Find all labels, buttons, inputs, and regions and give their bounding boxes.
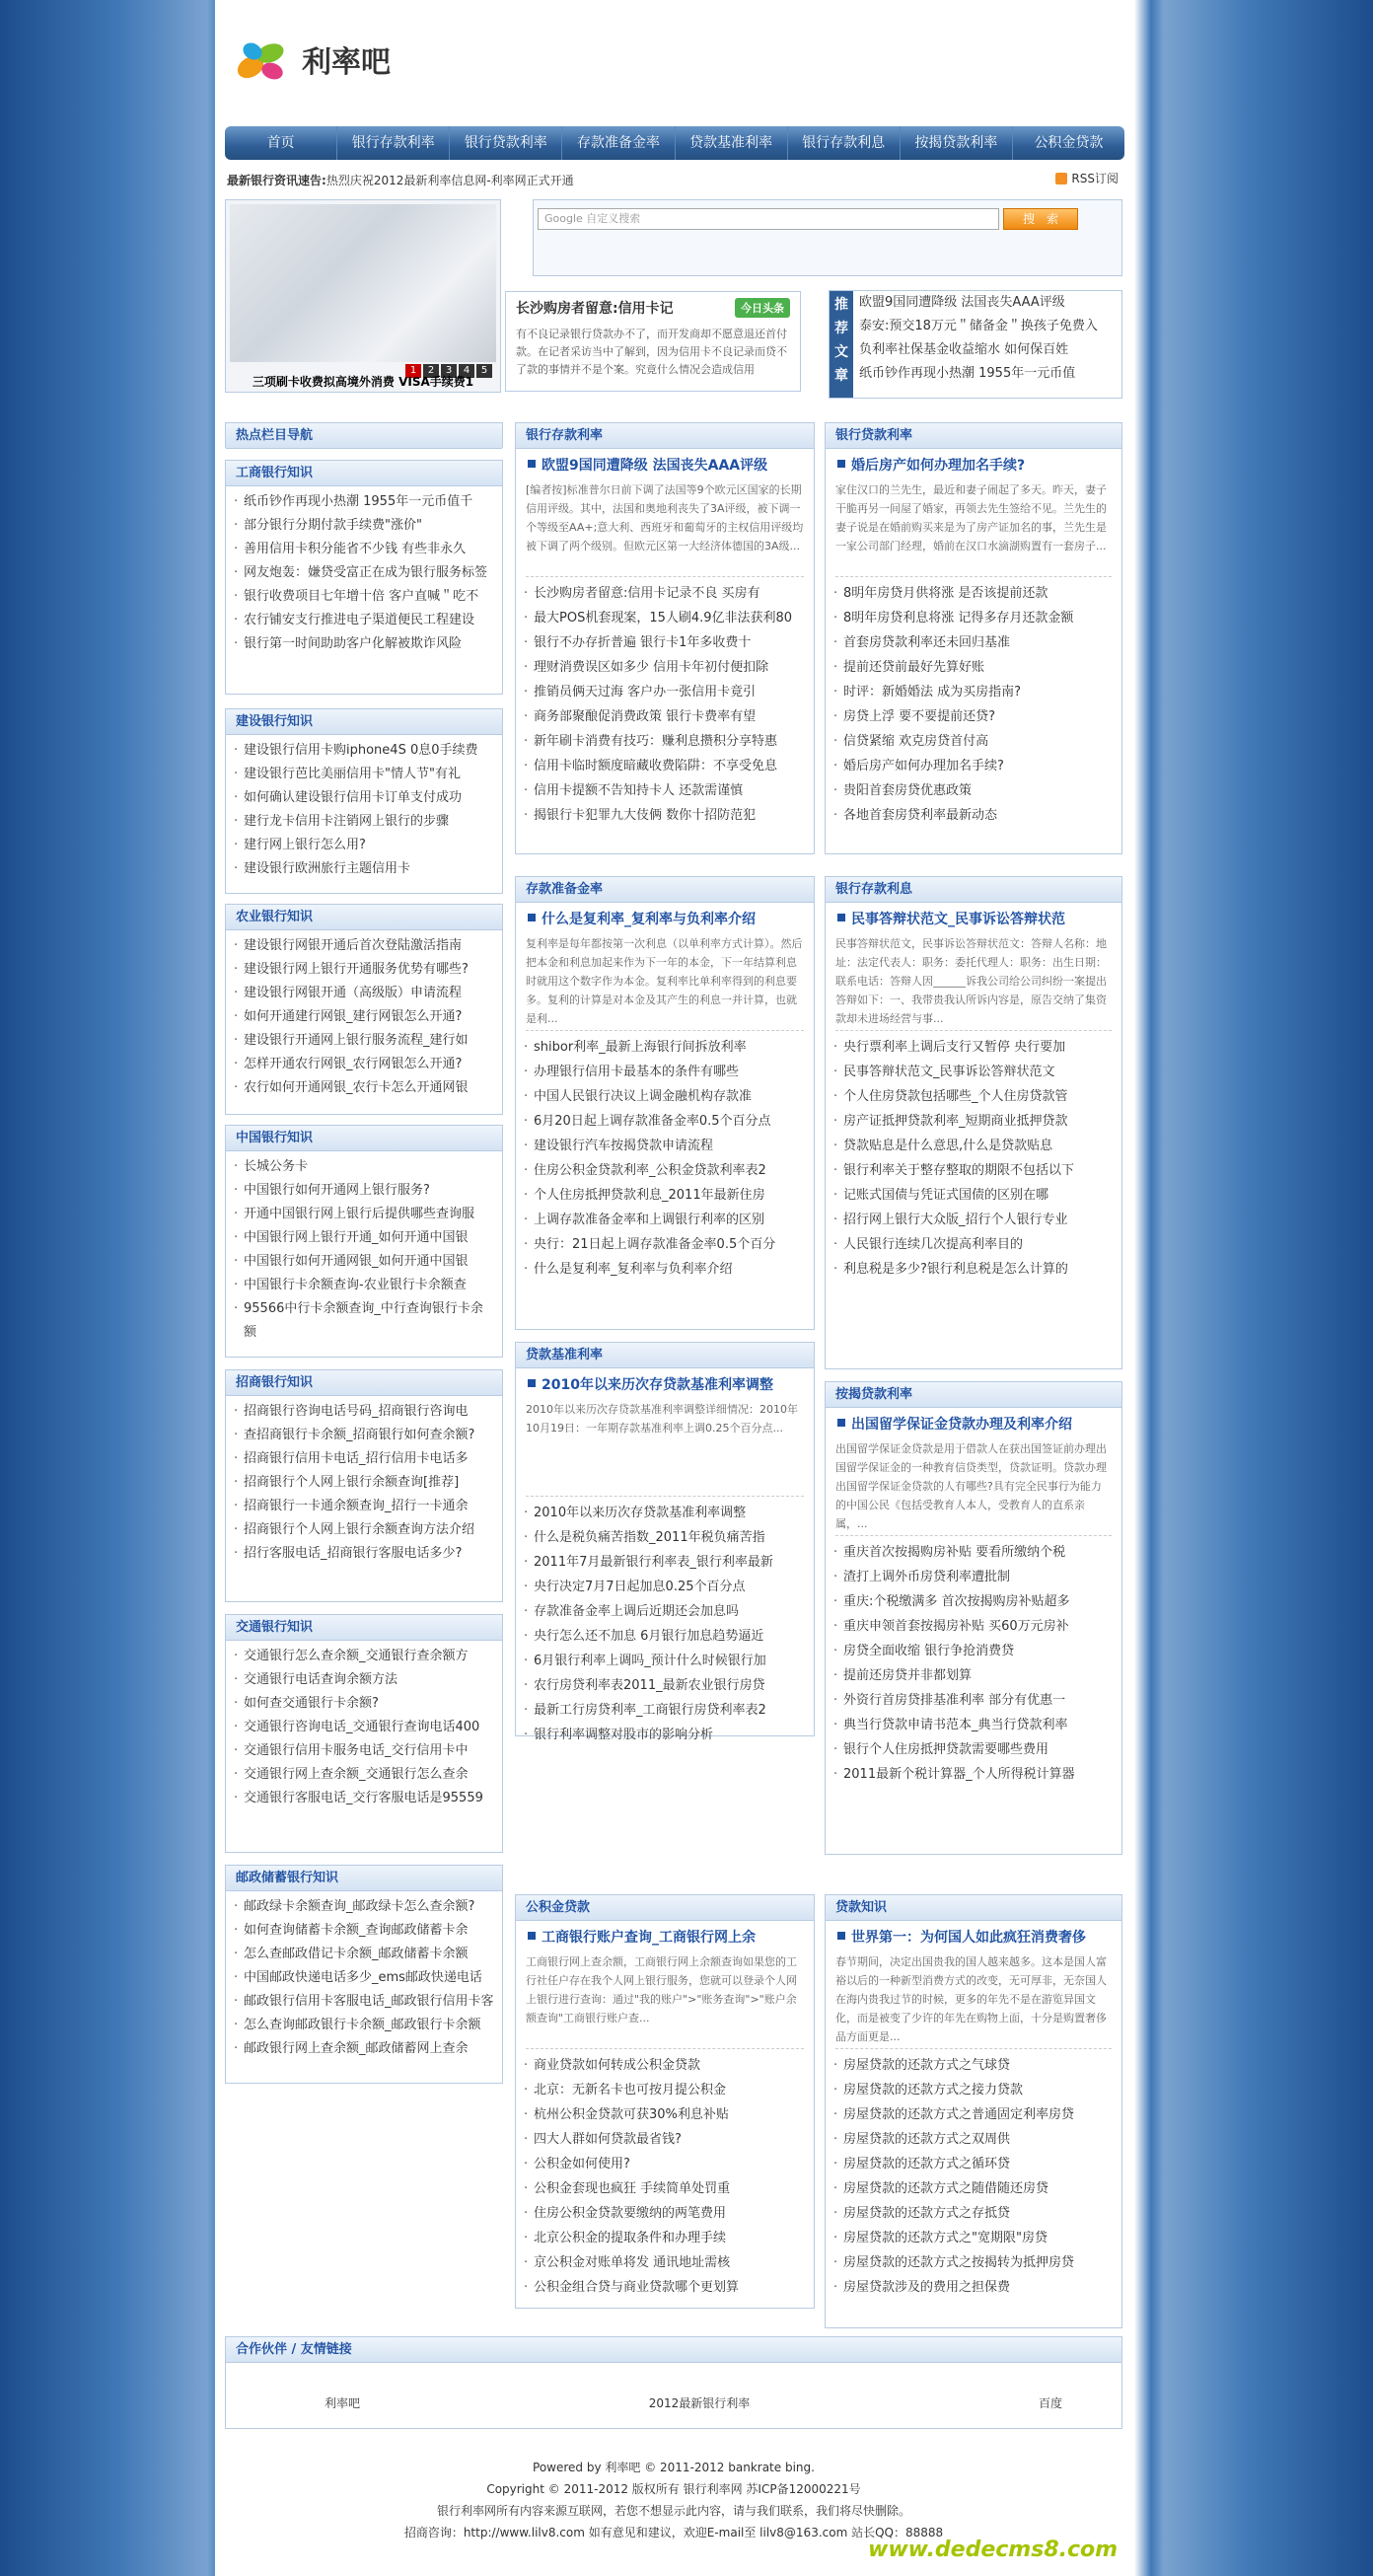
box-title[interactable]: 银行贷款利率: [826, 423, 1121, 449]
search-input[interactable]: Google 自定义搜索: [538, 208, 999, 230]
recommended-item[interactable]: 泰安:预交18万元＂储备金＂换孩子免费入: [859, 319, 1098, 333]
box-summary: 民事答辩状范文，民事诉讼答辩状范文：答辩人名称：地址：法定代表人：职务：委托代理人：职务：出生日期：联系电话：答辩人因______诉我公司给公司纠纷一案提出答辩如下：一、我带贵我认所诉内容是，原告交纳了集资款却未进场经营与事...: [835, 934, 1112, 1031]
box-title[interactable]: 银行存款利息: [826, 877, 1121, 903]
box-link[interactable]: · 各地首套房贷利率最新动态: [833, 803, 1114, 828]
box-link[interactable]: · 个人住房贷款包括哪些_个人住房贷款管: [833, 1084, 1114, 1109]
sidebar-section-title[interactable]: 建设银行知识: [226, 709, 502, 735]
box-link[interactable]: · 四大人群如何贷款最省钱?: [524, 2127, 806, 2152]
sidebar-link[interactable]: · 中国银行网上银行开通_如何开通中国银: [234, 1226, 494, 1250]
box-link[interactable]: · 银行利率调整对股市的影响分析: [524, 1723, 806, 1747]
box-link[interactable]: · 房屋贷款的还款方式之接力贷款: [833, 2078, 1114, 2102]
sidebar-link[interactable]: · 银行收费项目七年增十倍 客户直喊＂吃不: [234, 585, 494, 609]
box-link[interactable]: · 外资行首房贷排基准利率 部分有优惠一: [833, 1688, 1114, 1713]
box-link[interactable]: · 公积金如何使用?: [524, 2152, 806, 2176]
box-link[interactable]: · 典当行贷款申请书范本_典当行贷款利率: [833, 1713, 1114, 1737]
sidebar-section: [225, 904, 503, 1115]
rss-label: RSS订阅: [1071, 172, 1119, 185]
sidebar-link[interactable]: · 如何开通建行网银_建行网银怎么开通?: [234, 1005, 494, 1029]
footer-line: 银行利率网所有内容来源互联网，若您不想显示此内容，请与我们联系，我们将尽快删除。: [436, 2504, 910, 2518]
box-headline[interactable]: 婚后房产如何办理加名手续?: [835, 455, 1112, 475]
box-summary: [编者按]标准普尔日前下调了法国等9个欧元区国家的长期信用评级。其中，法国和奥地利丧失了3A评级，被下调一个等级至AA+;意大利、西班牙和葡萄牙的主权信用评级均被下调了两个级别。但欧元区第一大经济体德国的3A级...: [526, 480, 804, 577]
slide-page-4[interactable]: 4: [459, 364, 474, 378]
box-headline[interactable]: 2010年以来历次存贷款基准利率调整: [526, 1374, 804, 1394]
box-summary: 春节期间，决定出国贵我的国人越来越多。这本是国人富裕以后的一种新型消费方式的改变，无可厚非，无奈国人在海内贵我过节的时候，更多的年先不是在游览异国文化，而是被变了少许的年先在购物上面，十分是购置奢侈品方面更是...: [835, 1952, 1112, 2049]
box-title[interactable]: 公积金贷款: [516, 1895, 814, 1921]
sidebar-section-title[interactable]: 工商银行知识: [226, 461, 502, 486]
page: [215, 0, 1132, 2576]
sidebar-section: [225, 1125, 503, 1358]
box-link[interactable]: · 重庆申领首套按揭房补贴 买60万元房补: [833, 1614, 1114, 1639]
sidebar-link[interactable]: · 交通银行电话查询余额方法: [234, 1668, 494, 1692]
site-logo[interactable]: [227, 30, 391, 89]
box-link[interactable]: · 房产证抵押贷款利率_短期商业抵押贷款: [833, 1109, 1114, 1134]
box-link[interactable]: · 6月银行利率上调吗_预计什么时候银行加: [524, 1649, 806, 1673]
sidebar-link[interactable]: · 建设银行信用卡购iphone4S 0息0手续费: [234, 739, 494, 763]
sidebar-link[interactable]: · 网友炮轰：嫌贷受富正在成为银行服务标签: [234, 561, 494, 585]
sidebar-section-title[interactable]: 招商银行知识: [226, 1370, 502, 1396]
sidebar-section: [225, 460, 503, 695]
box-link[interactable]: · 房屋贷款涉及的费用之担保费: [833, 2275, 1114, 2300]
box-link[interactable]: · 利息税是多少?银行利息税是怎么计算的: [833, 1257, 1114, 1282]
nav-deposit-interest[interactable]: 银行存款利息: [788, 126, 901, 160]
sidebar-link[interactable]: · 交通银行怎么查余额_交通银行查余额方: [234, 1645, 494, 1668]
news-ticker-label: 最新银行资讯速告:: [227, 174, 326, 187]
headline-text: 有不良记录银行贷款办不了，而开发商却不愿意退还首付款。在记者采访当中了解到，因为信用卡不良记录而贷不了款的事情并不是个案。究竟什么情况会造成信用: [516, 328, 787, 376]
sidebar-link[interactable]: · 邮政银行网上查余额_邮政储蓄网上查余: [234, 2037, 494, 2061]
box-title[interactable]: 贷款知识: [826, 1895, 1121, 1921]
search-box: [533, 199, 1122, 276]
slideshow-image[interactable]: [230, 204, 496, 362]
footer-line: Powered by 利率吧 © 2011-2012 bankrate bing.: [533, 2461, 815, 2474]
box-headline[interactable]: 什么是复利率_复利率与负利率介绍: [526, 909, 804, 928]
sidebar-section: [225, 1369, 503, 1602]
slide-page-1[interactable]: 1: [405, 364, 421, 378]
box-provident-fund: [515, 1894, 815, 2309]
sidebar-link[interactable]: · 纸币钞作再现小热潮 1955年一元币值千: [234, 490, 494, 514]
sidebar-link[interactable]: · 部分银行分期付款手续费"涨价": [234, 514, 494, 538]
box-title[interactable]: 存款准备金率: [516, 877, 814, 903]
sidebar-header: [225, 422, 503, 448]
sidebar-link[interactable]: · 建设银行网银开通后首次登陆激活指南: [234, 934, 494, 958]
box-headline[interactable]: 民事答辩状范文_民事诉讼答辩状范: [835, 909, 1112, 928]
box-title[interactable]: 按揭贷款利率: [826, 1382, 1121, 1408]
sidebar-link[interactable]: · 建设银行芭比美丽信用卡"情人节"有礼: [234, 763, 494, 786]
box-link[interactable]: · 什么是复利率_复利率与负利率介绍: [524, 1257, 806, 1282]
box-link[interactable]: · 商业贷款如何转成公积金贷款: [524, 2053, 806, 2078]
box-link[interactable]: · 中国人民银行决议上调金融机构存款准: [524, 1084, 806, 1109]
slideshow[interactable]: [225, 199, 501, 393]
sidebar-link[interactable]: · 怎么查询邮政银行卡余额_邮政银行卡余额: [234, 2014, 494, 2037]
box-link[interactable]: · 首套房贷款利率还未回归基准: [833, 630, 1114, 655]
box-deposit-interest: [825, 876, 1122, 1369]
rss-icon: [1055, 173, 1067, 184]
box-link[interactable]: · 房屋贷款的还款方式之循环贷: [833, 2152, 1114, 2176]
sidebar-link[interactable]: · 善用信用卡积分能省不少钱 有些非永久: [234, 538, 494, 561]
partners-box: [225, 2336, 1122, 2429]
sidebar-section: [225, 1614, 503, 1853]
box-link[interactable]: · 重庆首次按揭购房补贴 要看所缴纳个税: [833, 1540, 1114, 1565]
sidebar-link[interactable]: · 如何查询储蓄卡余额_查询邮政储蓄卡余: [234, 1919, 494, 1943]
sidebar-title: 热点栏目导航: [226, 423, 502, 449]
sidebar-section-title[interactable]: 中国银行知识: [226, 1126, 502, 1151]
box-link[interactable]: · 记账式国债与凭证式国债的区别在哪: [833, 1183, 1114, 1208]
box-base-rate: [515, 1342, 815, 1742]
sidebar-link[interactable]: · 交通银行客服电话_交行客服电话是95559: [234, 1787, 494, 1810]
box-link[interactable]: · 住房公积金贷款利率_公积金贷款利率表2: [524, 1158, 806, 1183]
box-link[interactable]: · 8明年房贷利息将涨 记得多存月还款金额: [833, 606, 1114, 630]
box-summary: 工商银行网上查余额，工商银行网上余额查询如果您的工行社任户存在我个人网上银行服务，您就可以登录个人网上银行进行查询：通过"我的账户">"账务查询">"账户余额查询"工商银行账户查...: [526, 1952, 804, 2049]
box-link[interactable]: · 2010年以来历次存贷款基准利率调整: [524, 1501, 806, 1525]
box-link[interactable]: · 贵阳首套房贷优惠政策: [833, 778, 1114, 803]
box-link[interactable]: · 商务部聚酿促消费政策 银行卡费率有望: [524, 704, 806, 729]
recommended-articles: [829, 290, 1122, 399]
box-link[interactable]: · 央行：21日起上调存款准备金率0.5个百分: [524, 1232, 806, 1257]
sidebar-section-title[interactable]: 交通银行知识: [226, 1615, 502, 1641]
box-link[interactable]: · 农行房贷利率表2011_最新农业银行房贷: [524, 1673, 806, 1698]
box-link[interactable]: · 存款准备金率上调后近期还会加息吗: [524, 1599, 806, 1624]
box-summary: 2010年以来历次存贷款基准利率调整详细情况：2010年10月19日：一年期存款基准利率上调0.25个百分点...: [526, 1400, 804, 1497]
recommended-tag-char: 荐: [834, 321, 848, 336]
box-mortgage-rate: [825, 1381, 1122, 1855]
logo-icon: [227, 30, 298, 89]
box-link[interactable]: · 最新工行房贷利率_工商银行房贷利率表2: [524, 1698, 806, 1723]
sidebar-link[interactable]: · 交通银行信用卡服务电话_交行信用卡中: [234, 1739, 494, 1763]
sidebar-link[interactable]: · 建设银行网上银行开通服务优势有哪些?: [234, 958, 494, 982]
box-link[interactable]: · 房贷全面收缩 银行争抢消费贷: [833, 1639, 1114, 1663]
box-link[interactable]: · 房屋贷款的还款方式之存抵贷: [833, 2201, 1114, 2226]
box-link[interactable]: · 央行怎么还不加息 6月银行加息趋势逼近: [524, 1624, 806, 1649]
box-link[interactable]: · 2011最新个税计算器_个人所得税计算器: [833, 1762, 1114, 1787]
sidebar-section-title[interactable]: 邮政储蓄银行知识: [226, 1866, 502, 1891]
box-link[interactable]: · 住房公积金贷款要缴纳的两笔费用: [524, 2201, 806, 2226]
box-link[interactable]: · 婚后房产如何办理加名手续?: [833, 754, 1114, 778]
rss-link[interactable]: [1055, 170, 1119, 186]
box-link[interactable]: · 上调存款准备金率和上调银行利率的区别: [524, 1208, 806, 1232]
box-link[interactable]: · shibor利率_最新上海银行间拆放利率: [524, 1035, 806, 1060]
sidebar-link[interactable]: · 中国邮政快递电话多少_ems邮政快递电话: [234, 1966, 494, 1990]
recommended-tag-char: 文: [834, 344, 848, 360]
recommended-tag: [830, 291, 853, 398]
sidebar-link[interactable]: · 招商银行一卡通余额查询_招行一卡通余: [234, 1495, 494, 1518]
partner-link[interactable]: 百度: [1038, 2396, 1062, 2410]
sidebar-link[interactable]: · 招行客服电话_招商银行客服电话多少?: [234, 1542, 494, 1566]
box-link[interactable]: · 北京：无新名卡也可按月提公积金: [524, 2078, 806, 2102]
box-link[interactable]: · 银行不办存折普遍 银行卡1年多收费十: [524, 630, 806, 655]
recommended-tag-char: 章: [834, 368, 848, 384]
box-link[interactable]: · 揭银行卡犯罪九大伎俩 数你十招防范犯: [524, 803, 806, 828]
box-link[interactable]: · 长沙购房者留意:信用卡记录不良 买房有: [524, 581, 806, 606]
box-link[interactable]: · 京公积金对账单将发 通讯地址需核: [524, 2250, 806, 2275]
sidebar-section: [225, 1865, 503, 2084]
partner-link[interactable]: 利率吧: [325, 2396, 361, 2410]
box-link[interactable]: · 推销员俩天过海 客户办一张信用卡竟引: [524, 680, 806, 704]
headline-title[interactable]: 长沙购房者留意:信用卡记: [516, 301, 674, 317]
box-link[interactable]: · 最大POS机套现案，15人刷4.9亿非法获利80: [524, 606, 806, 630]
box-link[interactable]: · 央行票利率上调后支行又暂停 央行要加: [833, 1035, 1114, 1060]
box-link[interactable]: · 房屋贷款的还款方式之随借随还房贷: [833, 2176, 1114, 2201]
news-ticker-link[interactable]: 热烈庆祝2012最新利率信息网-利率网正式开通: [325, 174, 574, 187]
slide-page-3[interactable]: 3: [441, 364, 457, 378]
box-link[interactable]: · 房贷上浮 要不要提前还贷?: [833, 704, 1114, 729]
nav-home[interactable]: 首页: [225, 126, 337, 160]
recommended-item[interactable]: 负利率社保基金收益缩水 如何保百姓: [859, 342, 1069, 357]
box-link[interactable]: · 房屋贷款的还款方式之双周供: [833, 2127, 1114, 2152]
recommended-item[interactable]: 纸币钞作再现小热潮 1955年一元币值: [859, 366, 1076, 381]
box-loan-knowledge: [825, 1894, 1122, 2328]
box-link[interactable]: · 信用卡提额不告知持卡人 还款需谨慎: [524, 778, 806, 803]
sidebar-section: [225, 708, 503, 894]
slide-page-5[interactable]: 5: [476, 364, 492, 378]
box-link[interactable]: · 央行决定7月7日起加息0.25个百分点: [524, 1575, 806, 1599]
box-link[interactable]: · 公积金套现也疯狂 手续简单处罚重: [524, 2176, 806, 2201]
partner-link[interactable]: 2012最新银行利率: [648, 2396, 751, 2410]
box-loan-rate: [825, 422, 1122, 854]
box-link[interactable]: · 贷款贴息是什么意思,什么是贷款贴息: [833, 1134, 1114, 1158]
headline-box: [505, 291, 801, 392]
partners-title: 合作伙伴 / 友情链接: [226, 2337, 1121, 2363]
box-link[interactable]: · 房屋贷款的还款方式之普通固定利率房贷: [833, 2102, 1114, 2127]
box-title[interactable]: 贷款基准利率: [516, 1343, 814, 1368]
box-link[interactable]: · 8明年房贷月供将涨 是否该提前还款: [833, 581, 1114, 606]
box-link[interactable]: · 公积金组合贷与商业贷款哪个更划算: [524, 2275, 806, 2300]
sidebar-link[interactable]: · 如何查交通银行卡余额?: [234, 1692, 494, 1716]
box-link[interactable]: · 办理银行信用卡最基本的条件有哪些: [524, 1060, 806, 1084]
sidebar-link[interactable]: · 农行铺安支行推进电子渠道便民工程建设: [234, 609, 494, 632]
box-link[interactable]: · 重庆:个税缴满多 首次按揭购房补贴超多: [833, 1589, 1114, 1614]
main-nav: [225, 126, 1124, 160]
sidebar-link[interactable]: · 中国银行如何开通网上银行服务?: [234, 1179, 494, 1203]
box-link[interactable]: · 提前还贷前最好先算好账: [833, 655, 1114, 680]
nav-loan-rate[interactable]: 银行贷款利率: [450, 126, 562, 160]
sidebar-link[interactable]: · 建行网上银行怎么用?: [234, 834, 494, 857]
sidebar-link[interactable]: · 建行龙卡信用卡注销网上银行的步骤: [234, 810, 494, 834]
sidebar-link[interactable]: · 银行第一时间助助客户化解被欺诈风险: [234, 632, 494, 656]
box-title[interactable]: 银行存款利率: [516, 423, 814, 449]
sidebar-link[interactable]: · 招商银行个人网上银行余额查询方法介绍: [234, 1518, 494, 1542]
sidebar-link[interactable]: · 招商银行个人网上银行余额查询[推荐]: [234, 1471, 494, 1495]
box-link[interactable]: · 理财消费误区如多少 信用卡年初付便扣除: [524, 655, 806, 680]
box-headline[interactable]: 欧盟9国同遭降级 法国丧失AAA评级: [526, 455, 804, 475]
nav-base-rate[interactable]: 贷款基准利率: [676, 126, 788, 160]
box-deposit-rate: [515, 422, 815, 854]
footer-line: 招商咨询：http://www.lilv8.com 如有意见和建议，欢迎E-mail至 lilv8@163.com 站长QQ：88888: [403, 2526, 944, 2539]
sidebar-link[interactable]: · 中国银行如何开通网银_如何开通中国银: [234, 1250, 494, 1274]
sidebar-link[interactable]: · 中国银行卡余额查询-农业银行卡余额查: [234, 1274, 494, 1297]
recommended-tag-char: 推: [834, 297, 848, 313]
sidebar-link[interactable]: · 建设银行开通网上银行服务流程_建行如: [234, 1029, 494, 1053]
box-headline[interactable]: 世界第一：为何国人如此疯狂消费奢侈: [835, 1927, 1112, 1947]
sidebar-section-title[interactable]: 农业银行知识: [226, 905, 502, 930]
nav-deposit-rate[interactable]: 银行存款利率: [337, 126, 450, 160]
sidebar-link[interactable]: · 邮政银行信用卡客服电话_邮政银行信用卡客: [234, 1990, 494, 2014]
sidebar-link[interactable]: · 招商银行信用卡电话_招行信用卡电话多: [234, 1447, 494, 1471]
box-link[interactable]: · 房屋贷款的还款方式之按揭转为抵押房贷: [833, 2250, 1114, 2275]
watermark: www.dedecms8.com: [868, 2538, 1119, 2562]
box-link[interactable]: · 建设银行汽车按揭贷款申请流程: [524, 1134, 806, 1158]
slide-page-2[interactable]: 2: [423, 364, 439, 378]
box-link[interactable]: · 银行利率关于整存整取的期限不包括以下: [833, 1158, 1114, 1183]
sidebar-link[interactable]: · 交通银行咨询电话_交通银行查询电话400: [234, 1716, 494, 1739]
box-link[interactable]: · 招行网上银行大众版_招行个人银行专业: [833, 1208, 1114, 1232]
search-button[interactable]: 搜 索: [1003, 208, 1078, 230]
sidebar-link[interactable]: · 交通银行网上查余额_交通银行怎么查余: [234, 1763, 494, 1787]
box-reserve-ratio: [515, 876, 815, 1330]
box-link[interactable]: · 提前还房贷并非都划算: [833, 1663, 1114, 1688]
sidebar-link[interactable]: · 招商银行咨询电话号码_招商银行咨询电: [234, 1400, 494, 1424]
recommended-item[interactable]: 欧盟9国同遭降级 法国丧失AAA评级: [859, 295, 1065, 310]
box-link[interactable]: · 什么是税负痛苦指数_2011年税负痛苦指: [524, 1525, 806, 1550]
box-link[interactable]: · 银行个人住房抵押贷款需要哪些费用: [833, 1737, 1114, 1762]
sidebar-link[interactable]: · 怎么查邮政借记卡余额_邮政储蓄卡余额: [234, 1943, 494, 1966]
sidebar-link[interactable]: · 95566中行卡余额查询_中行查询银行卡余额: [234, 1297, 494, 1345]
box-summary: 复利率是每年都按第一次利息（以单利率方式计算）。然后把本金和利息加起来作为下一年的本金，下一年结算利息时就用这个数字作为本金。复利率比单利率得到的利息要多。复利的计算是对本金及其产生的利息一并计算，也就是利...: [526, 934, 804, 1031]
slideshow-caption[interactable]: 三项刷卡收费拟高境外消费 VISA手续费1: [252, 375, 474, 389]
footer: [215, 2457, 1132, 2543]
sidebar-link[interactable]: · 如何确认建设银行信用卡订单支付成功: [234, 786, 494, 810]
box-summary: 出国留学保证金贷款是用于借款人在获出国签证前办理出国留学保证金的一种教育信贷类型，贷款证明。贷款办理出国留学保证金贷款的人有哪些?具有完全民事行为能力的中国公民《包括受教育人本人，受教育人的直系亲属，...: [835, 1439, 1112, 1536]
sidebar-link[interactable]: · 农行如何开通网银_农行卡怎么开通网银: [234, 1076, 494, 1100]
box-link[interactable]: · 信用卡临时额度暗藏收费陷阱：不享受免息: [524, 754, 806, 778]
nav-provident-fund[interactable]: 公积金贷款: [1034, 135, 1104, 151]
box-link[interactable]: · 个人住房抵押贷款利息_2011年最新住房: [524, 1183, 806, 1208]
footer-line: Copyright © 2011-2012 版权所有 银行利率网 苏ICP备12000221号: [486, 2482, 861, 2496]
box-link[interactable]: · 北京公积金的提取条件和办理手续: [524, 2226, 806, 2250]
sidebar-link[interactable]: · 开通中国银行网上银行后提供哪些查询服: [234, 1203, 494, 1226]
box-link[interactable]: · 时评：新婚婚法 成为买房指南?: [833, 680, 1114, 704]
sidebar-link[interactable]: · 查招商银行卡余额_招商银行如何查余额?: [234, 1424, 494, 1447]
nav-reserve-ratio[interactable]: 存款准备金率: [562, 126, 675, 160]
box-link[interactable]: · 6月20日起上调存款准备金率0.5个百分点: [524, 1109, 806, 1134]
box-link[interactable]: · 房屋贷款的还款方式之"宽期限"房贷: [833, 2226, 1114, 2250]
sidebar-link[interactable]: · 怎样开通农行网银_农行网银怎么开通?: [234, 1053, 494, 1076]
box-summary: 家住汉口的兰先生，最近和妻子闹起了多天。昨天，妻子干脆再另一间屋了婚家，再领去先生签给不见。兰先生的妻子说是在婚前购买来是为了房产证加名的事，兰先生是一家公司部门经理，婚前在汉口水滴湖购置有一套房子...: [835, 480, 1112, 577]
box-link[interactable]: · 新年刷卡消费有技巧：赚利息攒积分享特惠: [524, 729, 806, 754]
sidebar-link[interactable]: · 邮政绿卡余额查询_邮政绿卡怎么查余额?: [234, 1895, 494, 1919]
box-link[interactable]: · 民事答辩状范文_民事诉讼答辩状范文: [833, 1060, 1114, 1084]
box-link[interactable]: · 渣打上调外币房贷利率遭批制: [833, 1565, 1114, 1589]
news-ticker: [227, 172, 1122, 188]
box-link[interactable]: · 信贷紧缩 欢克房贷首付高: [833, 729, 1114, 754]
box-link[interactable]: · 人民银行连续几次提高利率目的: [833, 1232, 1114, 1257]
box-headline[interactable]: 出国留学保证金贷款办理及利率介绍: [835, 1414, 1112, 1434]
box-link[interactable]: · 杭州公积金贷款可获30%利息补贴: [524, 2102, 806, 2127]
site-name: 利率吧: [302, 45, 391, 80]
sidebar-link[interactable]: · 建设银行网银开通（高级版）申请流程: [234, 982, 494, 1005]
headline-badge: 今日头条: [735, 298, 790, 318]
nav-mortgage-rate[interactable]: 按揭贷款利率: [901, 126, 1013, 160]
box-headline[interactable]: 工商银行账户查询_工商银行网上余: [526, 1927, 804, 1947]
box-link[interactable]: · 房屋贷款的还款方式之气球贷: [833, 2053, 1114, 2078]
sidebar-link[interactable]: · 建设银行欧洲旅行主题信用卡: [234, 857, 494, 881]
sidebar-link[interactable]: · 长城公务卡: [234, 1155, 494, 1179]
box-link[interactable]: · 2011年7月最新银行利率表_银行利率最新: [524, 1550, 806, 1575]
